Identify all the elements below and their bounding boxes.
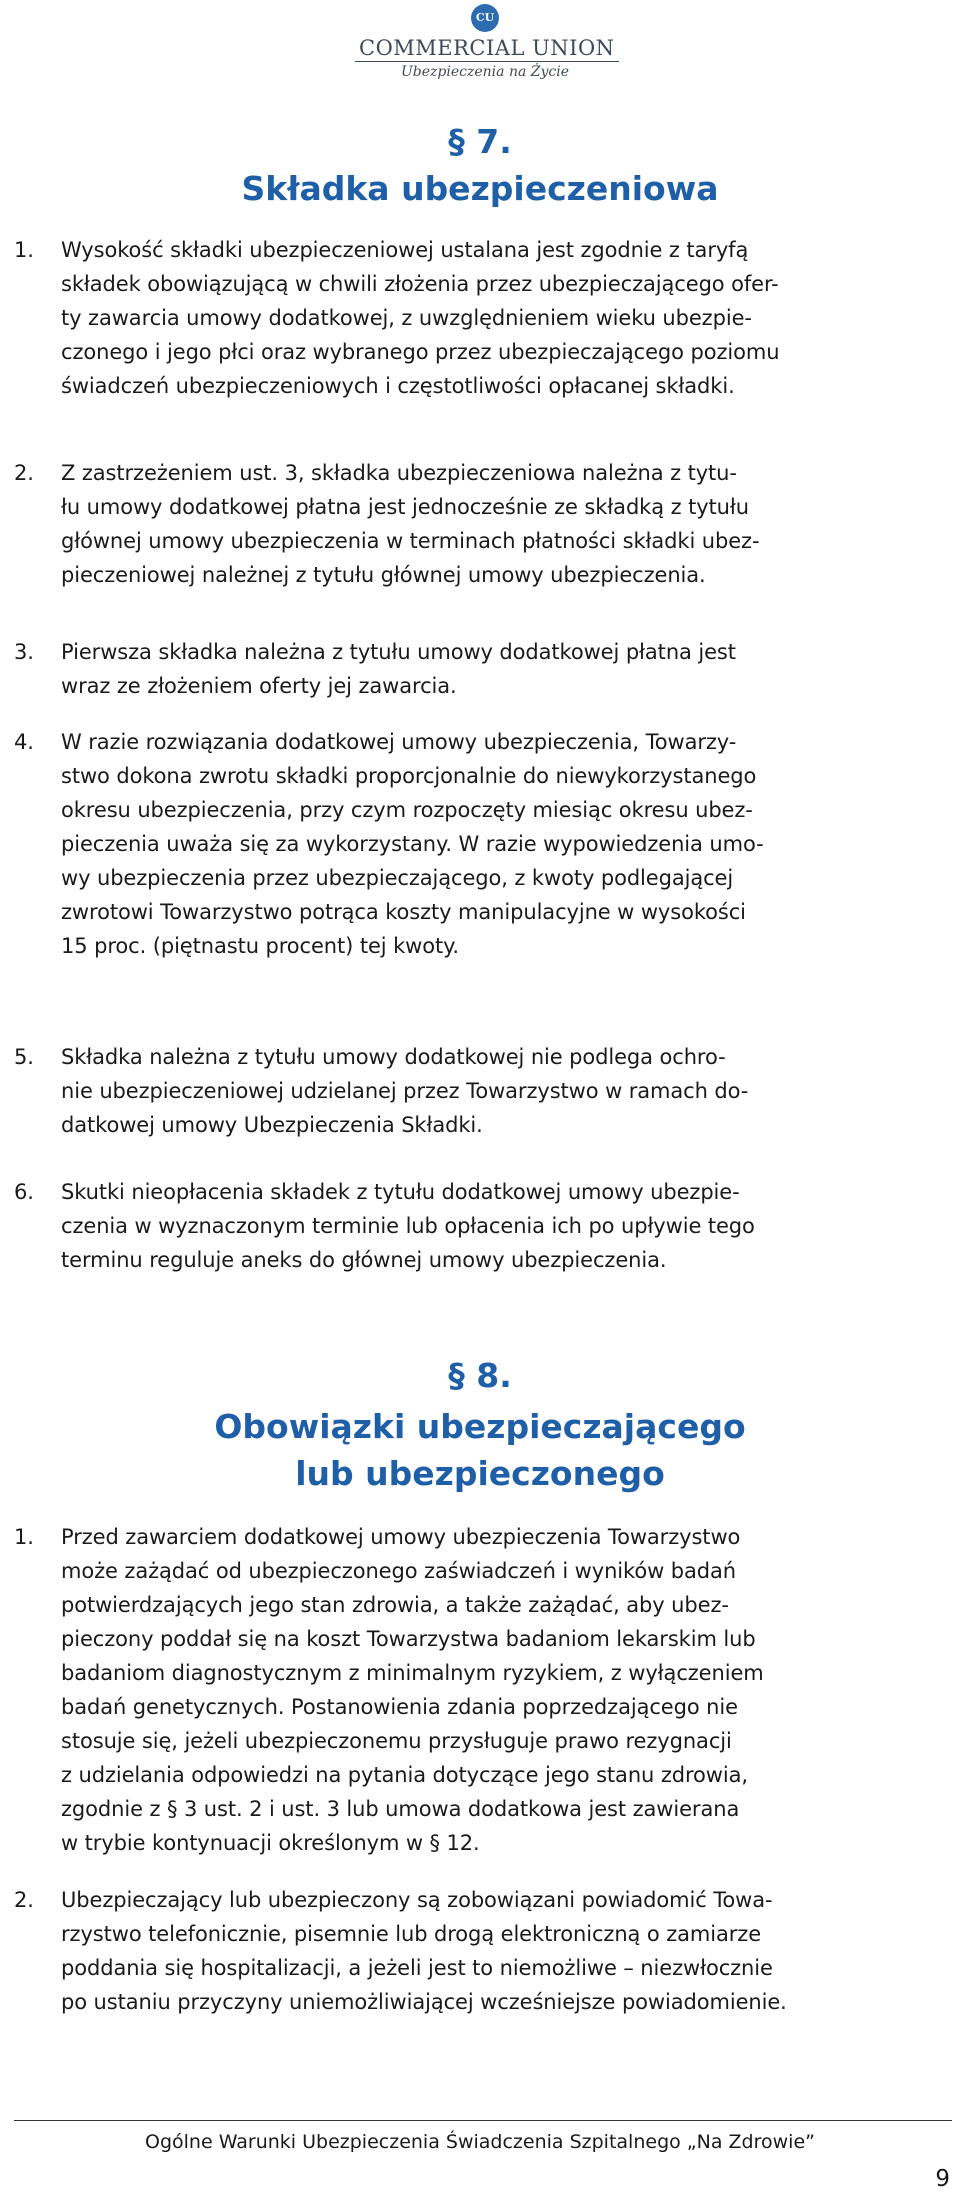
footer-divider: [14, 2120, 952, 2121]
text-line: okresu ubezpieczenia, przy czym rozpoczęty miesiąc okresu ubez-: [61, 798, 753, 822]
text-line: pieczeniowej należnej z tytułu głównej umowy ubezpieczenia.: [61, 563, 706, 587]
paragraph-text: [61, 635, 958, 703]
numbered-paragraph: [14, 635, 958, 703]
numbered-paragraph: [14, 725, 958, 963]
text-line: terminu reguluje aneks do głównej umowy ubezpieczenia.: [61, 1248, 667, 1272]
text-line: świadczeń ubezpieczeniowych i częstotliwości opłacanej składki.: [61, 374, 735, 398]
logo-brand: COMMERCIAL UNION: [355, 36, 619, 62]
text-line: ty zawarcia umowy dodatkowej, z uwzględnieniem wieku ubezpie-: [61, 306, 752, 330]
text-line: Skutki nieopłacenia składek z tytułu dodatkowej umowy ubezpie-: [61, 1180, 740, 1204]
text-line: stwo dokona zwrotu składki proporcjonalnie do niewykorzystanego: [61, 764, 757, 788]
text-line: z udzielania odpowiedzi na pytania dotyczące jego stanu zdrowia,: [61, 1763, 748, 1787]
text-line: 15 proc. (piętnastu procent) tej kwoty.: [61, 934, 460, 958]
text-line: Składka należna z tytułu umowy dodatkowej nie podlega ochro-: [61, 1045, 726, 1069]
text-line: Pierwsza składka należna z tytułu umowy dodatkowej płatna jest: [61, 640, 736, 664]
text-line: potwierdzających jego stan zdrowia, a także zażądać, aby ubez-: [61, 1593, 729, 1617]
paragraph-number: 3.: [14, 640, 34, 664]
text-line: Wysokość składki ubezpieczeniowej ustalana jest zgodnie z taryfą: [61, 238, 749, 262]
paragraph-number: 1.: [14, 1525, 34, 1549]
logo-seal: CU: [471, 4, 499, 32]
section-8-number: § 8.: [448, 1356, 512, 1395]
text-line: stosuje się, jeżeli ubezpieczonemu przysługuje prawo rezygnacji: [61, 1729, 732, 1753]
text-line: w trybie kontynuacji określonym w § 12.: [61, 1831, 480, 1855]
paragraph-number: 2.: [14, 1888, 34, 1912]
footer-title: Ogólne Warunki Ubezpieczenia Świadczenia Szpitalnego „Na Zdrowie”: [145, 2131, 815, 2153]
text-line: Przed zawarciem dodatkowej umowy ubezpieczenia Towarzystwo: [61, 1525, 741, 1549]
text-line: rzystwo telefonicznie, pisemnie lub drogą elektroniczną o zamiarze: [61, 1922, 762, 1946]
paragraph-text: [61, 1040, 958, 1142]
numbered-paragraph: [14, 1520, 958, 1860]
text-line: poddania się hospitalizacji, a jeżeli jest to niemożliwe – niezwłocznie: [61, 1956, 773, 1980]
paragraph-number: 2.: [14, 461, 34, 485]
text-line: czenia w wyznaczonym terminie lub opłacenia ich po upływie tego: [61, 1214, 755, 1238]
text-line: głównej umowy ubezpieczenia w terminach płatności składki ubez-: [61, 529, 760, 553]
paragraph-text: [61, 456, 958, 592]
paragraph-text: [61, 233, 958, 403]
paragraph-text: [61, 1520, 958, 1860]
section-7-title: Składka ubezpieczeniowa: [241, 169, 719, 208]
numbered-paragraph: [14, 1040, 958, 1142]
paragraph-number: 4.: [14, 730, 34, 754]
numbered-paragraph: [14, 456, 958, 592]
paragraph-text: [61, 1175, 958, 1277]
text-line: łu umowy dodatkowej płatna jest jednocześnie ze składką z tytułu: [61, 495, 749, 519]
text-line: Z zastrzeżeniem ust. 3, składka ubezpieczeniowa należna z tytu-: [61, 461, 737, 485]
text-line: pieczenia uważa się za wykorzystany. W razie wypowiedzenia umo-: [61, 832, 764, 856]
paragraph-number: 1.: [14, 238, 34, 262]
text-line: Ubezpieczający lub ubezpieczony są zobowiązani powiadomić Towa-: [61, 1888, 773, 1912]
paragraph-text: [61, 725, 958, 963]
paragraph-number: 6.: [14, 1180, 34, 1204]
numbered-paragraph: [14, 233, 958, 403]
text-line: nie ubezpieczeniowej udzielanej przez Towarzystwo w ramach do-: [61, 1079, 749, 1103]
text-line: wy ubezpieczenia przez ubezpieczającego, z kwoty podlegającej: [61, 866, 734, 890]
text-line: zwrotowi Towarzystwo potrąca koszty manipulacyjne w wysokości: [61, 900, 746, 924]
numbered-paragraph: [14, 1175, 958, 1277]
section-8-title-line1: Obowiązki ubezpieczającego: [214, 1407, 746, 1446]
text-line: czonego i jego płci oraz wybranego przez ubezpieczającego poziomu: [61, 340, 780, 364]
text-line: pieczony poddał się na koszt Towarzystwa badaniom lekarskim lub: [61, 1627, 756, 1651]
text-line: składek obowiązującą w chwili złożenia przez ubezpieczającego ofer-: [61, 272, 779, 296]
text-line: datkowej umowy Ubezpieczenia Składki.: [61, 1113, 483, 1137]
text-line: po ustaniu przyczyny uniemożliwiającej wcześniejsze powiadomienie.: [61, 1990, 787, 2014]
section-7-number: § 7.: [448, 122, 512, 161]
paragraph-text: [61, 1883, 958, 2019]
page-number: 9: [935, 2166, 950, 2192]
company-logo: [355, 0, 615, 90]
text-line: badaniom diagnostycznym z minimalnym ryzykiem, z wyłączeniem: [61, 1661, 764, 1685]
text-line: wraz ze złożeniem oferty jej zawarcia.: [61, 674, 457, 698]
numbered-paragraph: [14, 1883, 958, 2019]
text-line: może zażądać od ubezpieczonego zaświadczeń i wyników badań: [61, 1559, 736, 1583]
text-line: badań genetycznych. Postanowienia zdania poprzedzającego nie: [61, 1695, 738, 1719]
text-line: zgodnie z § 3 ust. 2 i ust. 3 lub umowa dodatkowa jest zawierana: [61, 1797, 740, 1821]
logo-tagline: Ubezpieczenia na Życie: [401, 64, 569, 80]
paragraph-number: 5.: [14, 1045, 34, 1069]
text-line: W razie rozwiązania dodatkowej umowy ubezpieczenia, Towarzy-: [61, 730, 737, 754]
section-8-title-line2: lub ubezpieczonego: [295, 1454, 665, 1493]
